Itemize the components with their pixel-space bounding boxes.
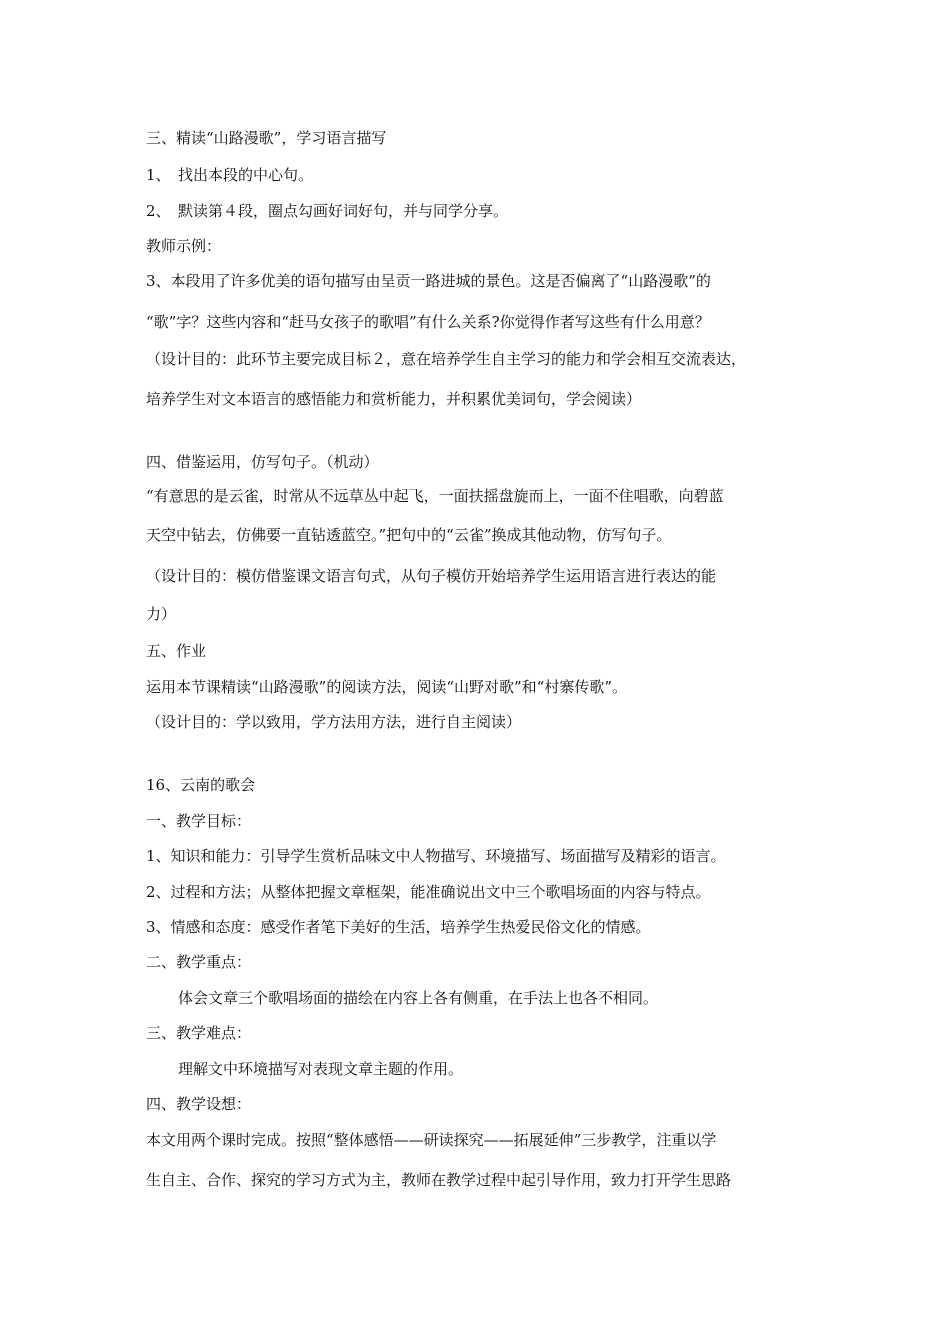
list-item-3-line2: “歌”字？这些内容和“赶马女孩子的歌唱”有什么关系?你觉得作者写这些有什么用意？: [146, 313, 710, 331]
section-heading-3: 三、精读“山路漫歌”，学习语言描写: [146, 129, 387, 147]
design-purpose-line5: （设计目的：学以致用，学方法用方法，进行自主阅读）: [146, 713, 522, 731]
design-purpose-line4: 力）: [146, 605, 177, 623]
design-text-line2: 生自主、合作、探究的学习方式为主，教师在教学过程中起引导作用，致力打开学生思路: [146, 1171, 732, 1189]
key-points-text: 体会文章三个歌唱场面的描绘在内容上各有侧重，在手法上也各不相同。: [178, 989, 659, 1007]
objective-3: 3、情感和态度：感受作者笔下美好的生活，培养学生热爱民俗文化的情感。: [146, 918, 651, 936]
section-heading-4: 四、借鉴运用，仿写句子。（机动）: [146, 453, 379, 471]
section-heading-5: 五、作业: [146, 642, 207, 660]
design-purpose-line2: 培养学生对文本语言的感悟能力和赏析能力，并积累优美词句，学会阅读）: [146, 390, 642, 408]
key-points-heading: 二、教学重点：: [146, 953, 252, 971]
difficulty-heading: 三、教学难点：: [146, 1024, 252, 1042]
lesson-title: 16、云南的歌会: [146, 776, 256, 794]
teacher-example-label: 教师示例：: [146, 237, 222, 255]
list-item-2: 2、 默读第４段，圈点勾画好词好句，并与同学分享。: [146, 202, 509, 220]
difficulty-text: 理解文中环境描写对表现文章主题的作用。: [178, 1060, 464, 1078]
homework-text: 运用本节课精读“山路漫歌”的阅读方法，阅读“山野对歌”和“村寨传歌”。: [146, 678, 628, 696]
list-item-3-line1: 3、本段用了许多优美的语句描写由呈贡一路进城的景色。这是否偏离了“山路漫歌”的: [146, 272, 711, 290]
design-purpose-line1: （设计目的：此环节主要完成目标２，意在培养学生自主学习的能力和学会相互交流表达，: [146, 350, 747, 368]
quote-line2: 天空中钻去，仿佛要一直钻透蓝空。”把句中的“云雀”换成其他动物，仿写句子。: [146, 526, 672, 544]
objective-2: 2、过程和方法；从整体把握文章框架，能准确说出文中三个歌唱场面的内容与特点。: [146, 883, 711, 901]
design-heading: 四、教学设想：: [146, 1095, 252, 1113]
objectives-heading: 一、教学目标：: [146, 812, 252, 830]
list-item-1: 1、 找出本段的中心句。: [146, 166, 314, 184]
quote-line1: “有意思的是云雀，时常从不远草丛中起飞，一面扶摇盘旋而上，一面不住唱歌，向碧蓝: [146, 487, 724, 505]
design-text-line1: 本文用两个课时完成。按照“整体感悟——研读探究——拓展延伸”三步教学，注重以学: [146, 1131, 717, 1149]
objective-1: 1、知识和能力：引导学生赏析品味文中人物描写、环境描写、场面描写及精彩的语言。: [146, 847, 726, 865]
design-purpose-line3: （设计目的：模仿借鉴课文语言句式，从句子模仿开始培养学生运用语言进行表达的能: [146, 567, 717, 585]
